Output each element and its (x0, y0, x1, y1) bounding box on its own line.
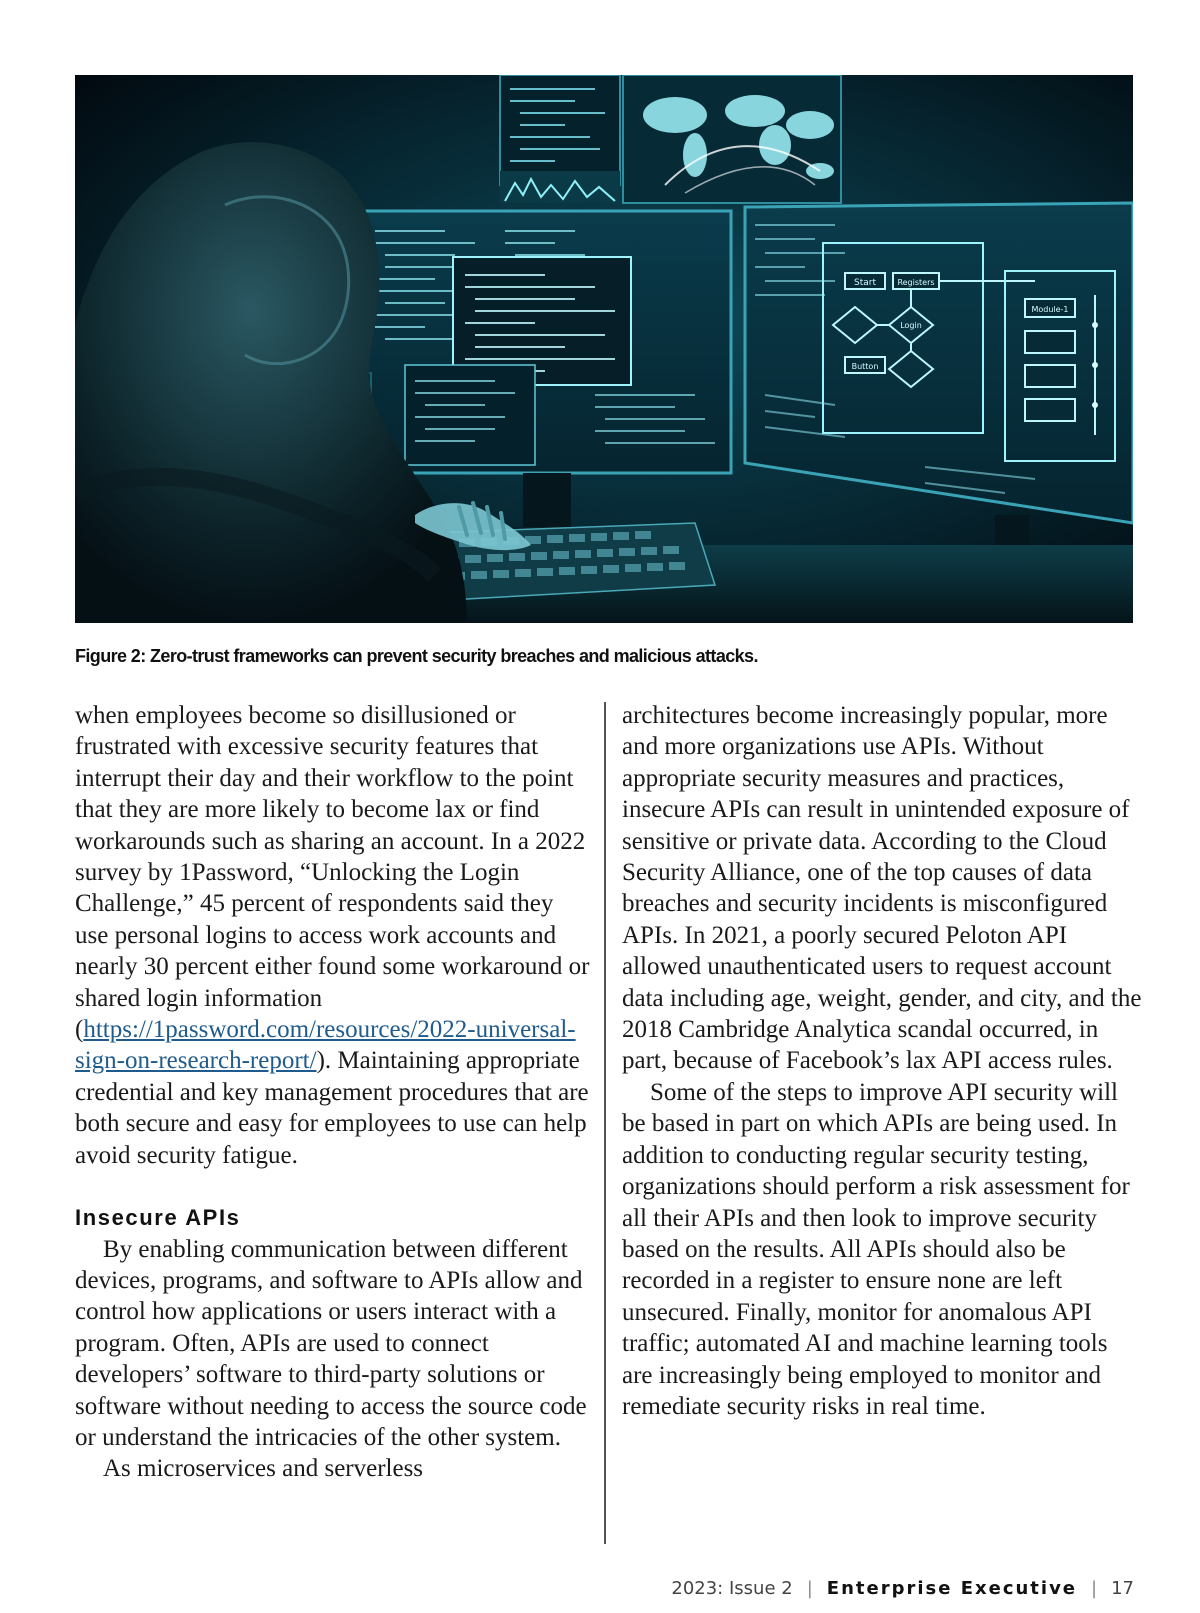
right-column (622, 700, 1142, 1422)
page-footer (671, 1578, 1134, 1599)
hacker-photo (75, 75, 1133, 623)
figure-caption: Figure 2: Zero-trust frameworks can prevent security breaches and malicious attacks. (75, 646, 758, 666)
footer-publication: Enterprise Executive (826, 1578, 1078, 1599)
1password-report-link[interactable]: https://1password.com/resources/2022-universal-sign-on-research-report/ (75, 1016, 576, 1075)
left-paragraph-2: By enabling communication between different devices, programs, and software to APIs allow and control how applications or users interact with a program. Often, APIs are used to connect developers’ software to third-party solutions or software without needing to access the source code or understand the intricacies of the other system. (75, 1235, 587, 1451)
flowchart-login: Login (900, 321, 922, 330)
left-paragraph-3: As microservices and serverless (103, 1455, 424, 1483)
footer-issue: 2023: Issue 2 (671, 1578, 793, 1599)
hacker-illustration (75, 75, 1133, 623)
right-paragraph-2: Some of the steps to improve API security will be based in part on which APIs are being used. In addition to conducting regular security testing, organizations should perform a risk assessment for all their APIs and then look to improve security based on the results. All APIs should also be recorded in a register to ensure none are left unsecured. Finally, monitor for anomalous API traffic; automated AI and machine learning tools are increasingly being employed to monitor and remediate security risks in real time. (622, 1078, 1130, 1420)
flowchart-start: Start (854, 278, 876, 288)
left-paragraph-1-end: ). Maintaining appropriate credential and key management procedures that are both secure and easy for employees to use can help avoid security fatigue. (75, 1047, 589, 1169)
footer-page-number: 17 (1111, 1578, 1134, 1599)
footer-separator: | (806, 1578, 813, 1599)
left-column (75, 700, 590, 1485)
flowchart-module: Module-1 (1031, 305, 1069, 314)
section-spacer (75, 1171, 590, 1202)
left-paragraph-1 (75, 700, 590, 1171)
footer-separator: | (1091, 1578, 1098, 1599)
flowchart-button: Button (851, 362, 879, 371)
section-heading-insecure-apis: Insecure APIs (75, 1205, 241, 1231)
world-map-monitor (623, 75, 841, 203)
left-paragraph-1-text: when employees become so disillusioned or frustrated with excessive security features that interrupt their day and their workflow to the point that they are more likely to become lax or find workarounds such as sharing an account. In a 2022 survey by 1Password, “Unlocking the Login Challenge,” 45 percent of respondents said they use personal logins to access work accounts and nearly 30 percent either found some workaround or shared login information ( (75, 702, 590, 1044)
right-paragraph-1: architectures become increasingly popular, more and more organizations use APIs. Without appropriate security measures and practices, insecure APIs can result in unintended exposure of sensitive or private data. According to the Cloud Security Alliance, one of the top causes of data breaches and security incidents is misconfigured APIs. In 2021, a poorly secured Peloton API allowed unauthenticated users to request account data including age, weight, gender, and city, and the 2018 Cambridge Analytica scandal occurred, in part, because of Facebook’s lax API access rules. (622, 702, 1142, 1075)
column-divider (604, 702, 606, 1544)
top-monitor (500, 75, 620, 203)
flowchart-registers: Registers (897, 278, 935, 287)
